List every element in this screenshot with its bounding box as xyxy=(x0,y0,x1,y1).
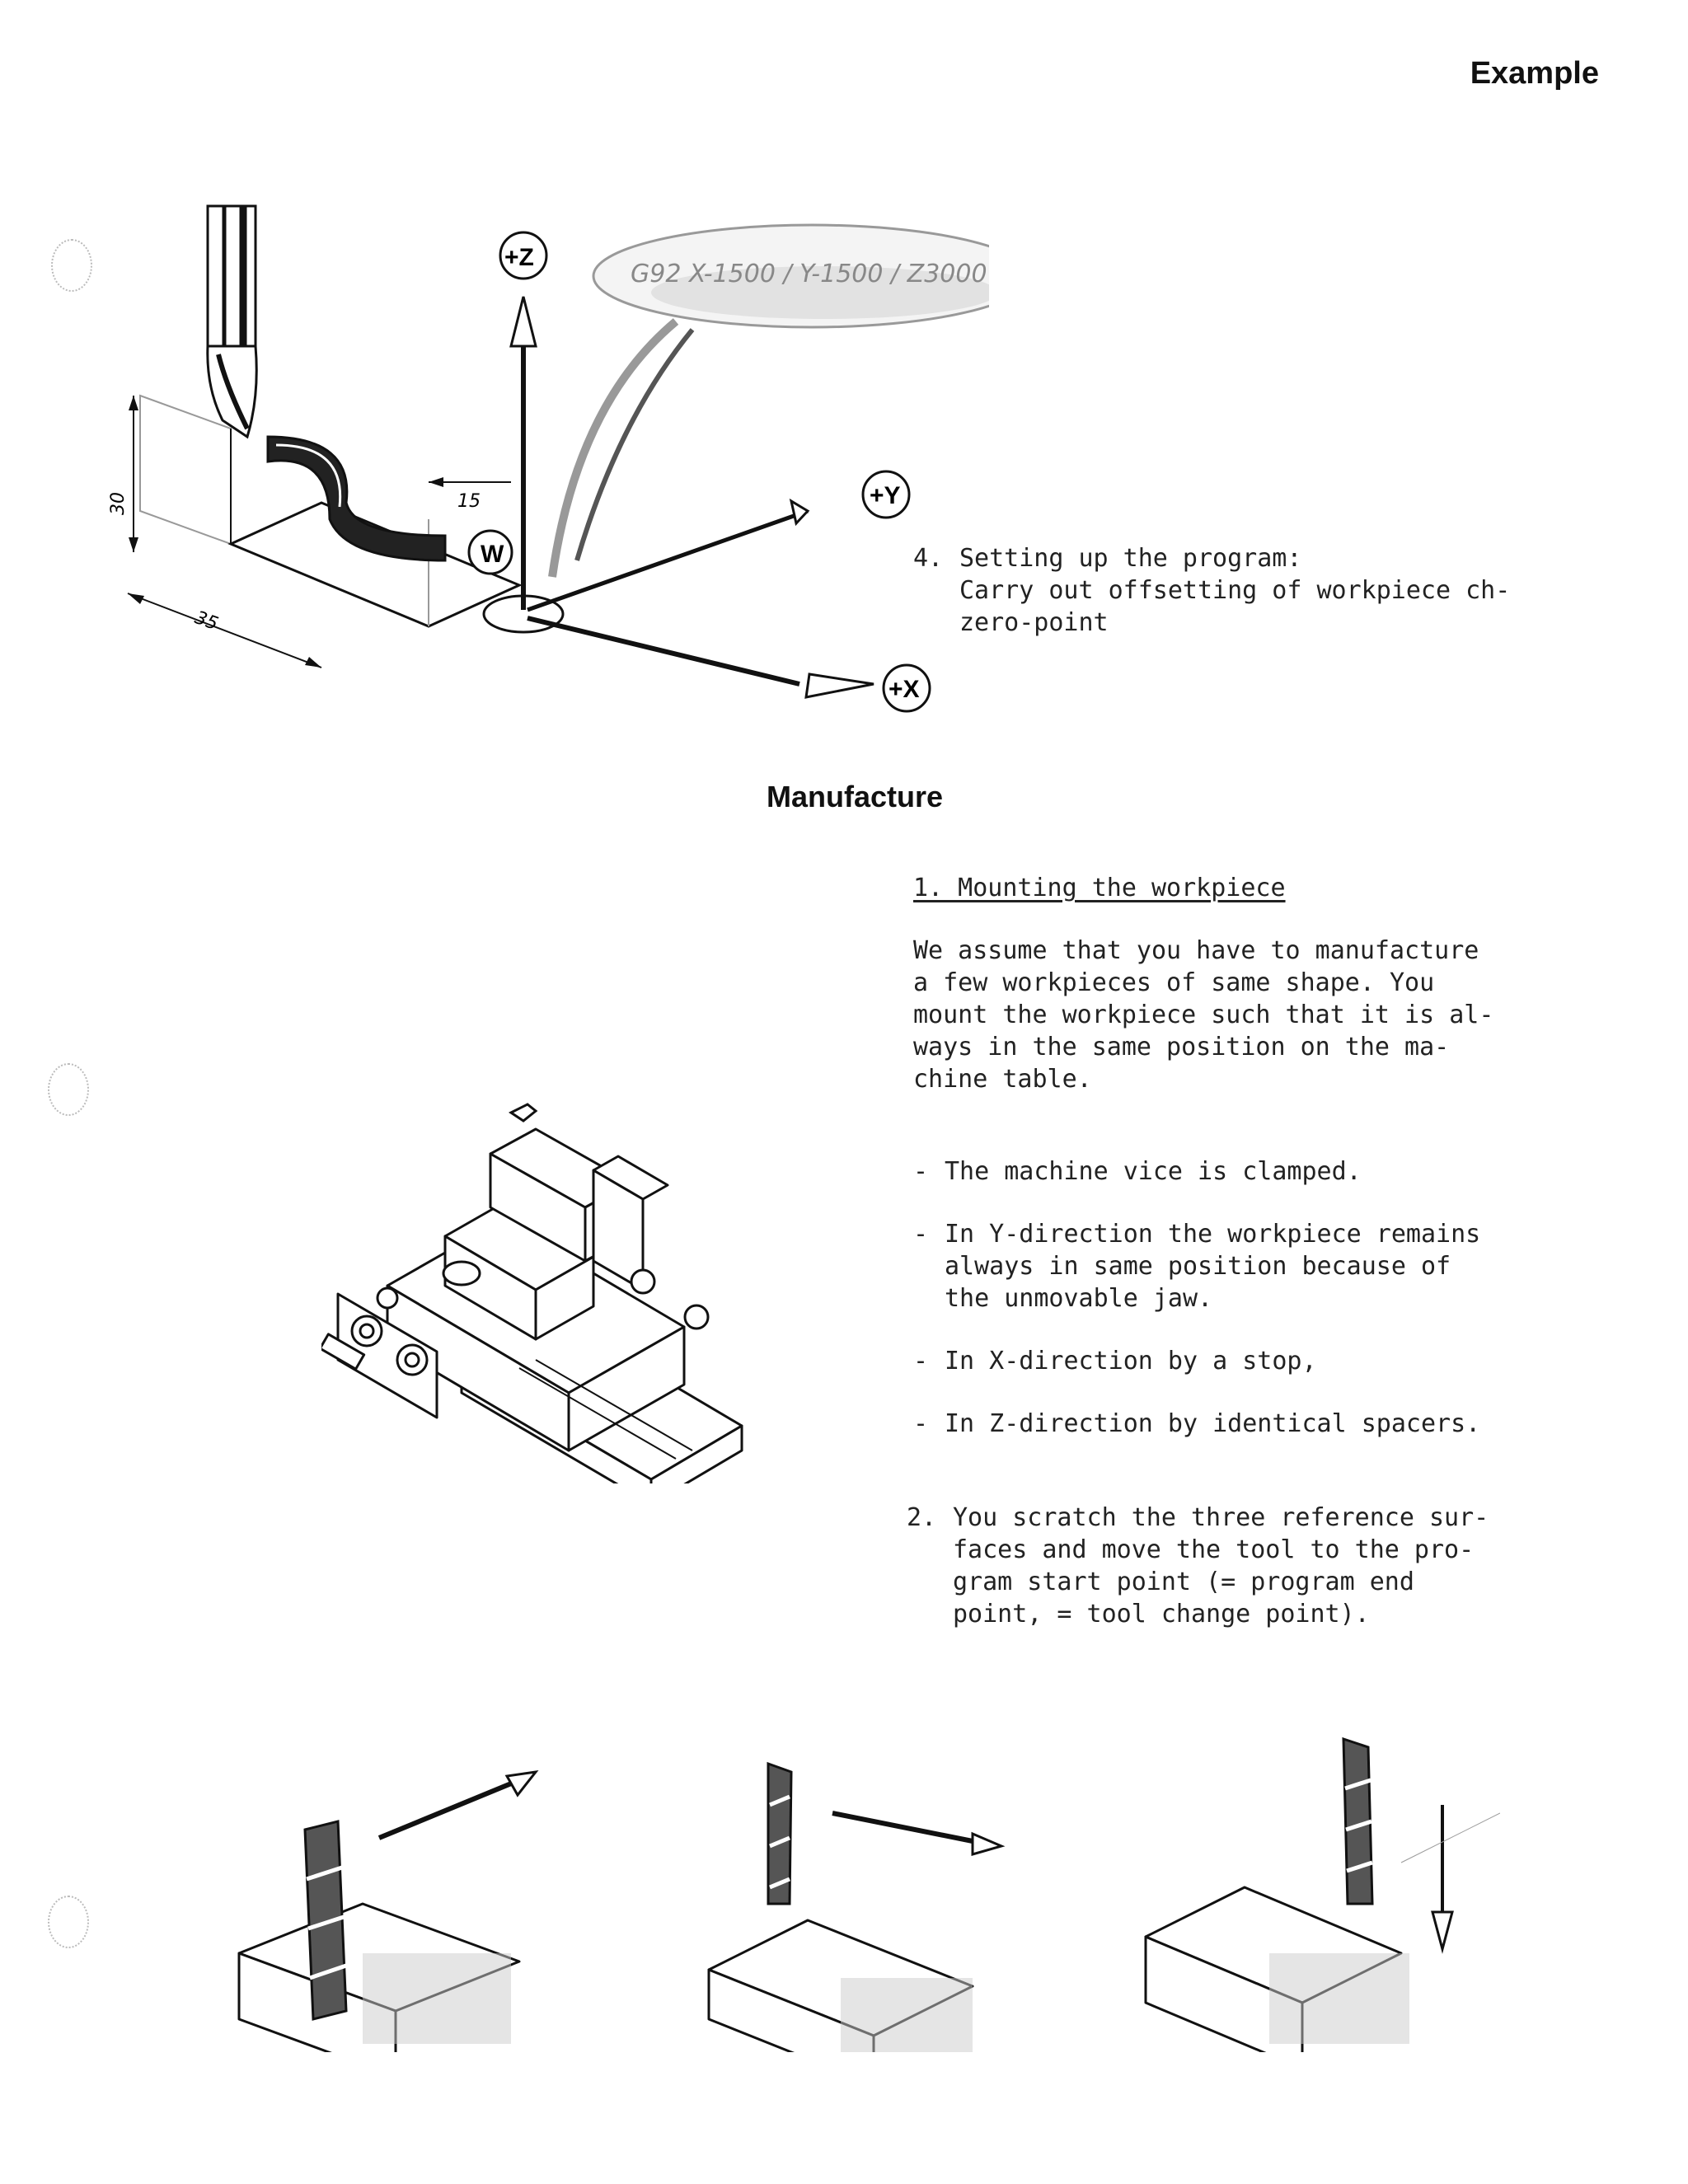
mounting-paragraph xyxy=(913,935,1622,1095)
dimension-offset: 15 xyxy=(457,491,481,512)
bullet-line: In Z-direction by identical spacers. xyxy=(945,1409,1481,1438)
step-number: 2. xyxy=(907,1503,937,1532)
origin-label: W xyxy=(481,541,504,568)
section-title: Manufacture xyxy=(767,780,944,813)
coordinate-system-figure xyxy=(82,190,989,750)
punch-hole xyxy=(48,1063,89,1116)
step-line: Setting up the program: xyxy=(959,544,1302,573)
step-line: faces and move the tool to the pro- xyxy=(953,1535,1475,1564)
bullet-item: - In Z-direction by identical spacers. xyxy=(913,1409,1481,1438)
step-line: Carry out offsetting of workpiece ch- xyxy=(959,576,1511,605)
bullet-line: In Y-direction the workpiece remains xyxy=(945,1220,1481,1249)
bullet-line: always in same position because of xyxy=(945,1252,1451,1281)
machine-vice-figure xyxy=(321,1096,750,1483)
paragraph-line: ways in the same position on the ma- xyxy=(913,1033,1450,1062)
scratch-y-surface-figure xyxy=(214,1714,577,2052)
x-axis-label: +X xyxy=(889,676,920,703)
bullet-item: - The machine vice is clamped. xyxy=(913,1157,1362,1186)
paragraph-line: We assume that you have to manufacture xyxy=(913,936,1479,965)
bullet-item: - In X-direction by a stop, xyxy=(913,1347,1317,1376)
step-2 xyxy=(907,1502,1489,1630)
step-line: point, = tool change point). xyxy=(953,1600,1370,1629)
bullet-line: The machine vice is clamped. xyxy=(945,1157,1362,1186)
step-number: 4. xyxy=(913,544,944,573)
callout-text: G92 X-1500 / Y-1500 / Z3000 xyxy=(631,260,987,288)
step-line: gram start point (= program end xyxy=(953,1568,1414,1596)
mounting-heading: 1. Mounting the workpiece xyxy=(913,874,1286,902)
paragraph-line: chine table. xyxy=(913,1065,1092,1094)
mounting-section xyxy=(913,872,1622,1440)
scratch-x-surface-figure xyxy=(692,1714,1055,2052)
z-axis-label: +Z xyxy=(504,244,534,271)
step-line: zero-point xyxy=(959,608,1109,637)
paragraph-line: mount the workpiece such that it is al- xyxy=(913,1001,1494,1029)
bullet-item: - In Y-direction the workpiece remains always in same position because of the unmovable jaw. xyxy=(913,1220,1481,1313)
paragraph-line: a few workpieces of same shape. You xyxy=(913,968,1435,997)
scratch-z-surface-figure xyxy=(1121,1714,1500,2052)
punch-hole xyxy=(48,1896,89,1948)
bullet-line: In X-direction by a stop, xyxy=(945,1347,1317,1376)
dimension-width: 35 xyxy=(191,607,221,635)
page-title: Example xyxy=(1470,56,1599,91)
step-4 xyxy=(913,542,1510,639)
step-line: You scratch the three reference sur- xyxy=(953,1503,1489,1532)
y-axis-label: +Y xyxy=(870,482,901,509)
bullet-line: the unmovable jaw. xyxy=(945,1284,1213,1313)
dimension-height: 30 xyxy=(108,492,129,515)
